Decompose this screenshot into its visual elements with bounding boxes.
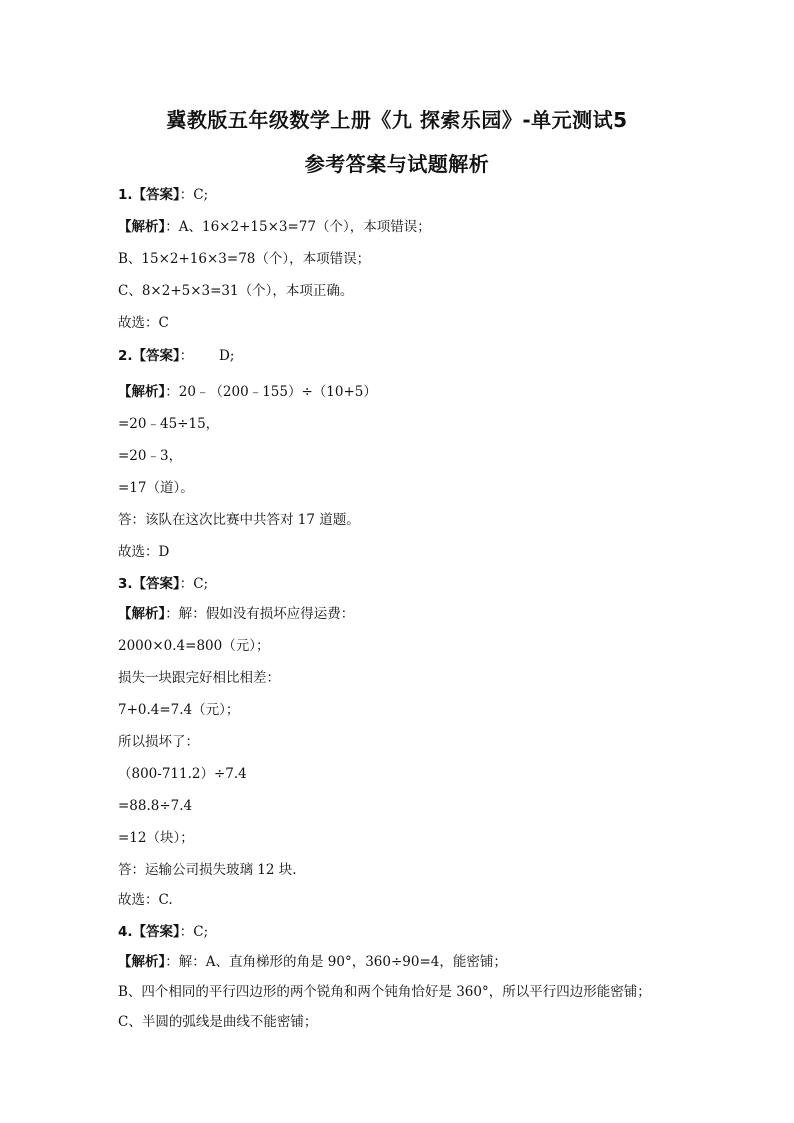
document-title: 冀教版五年级数学上册《九 探索乐园》-单元测试5 xyxy=(166,108,628,132)
question-number: 4. xyxy=(118,924,133,940)
line-text: 故选：D xyxy=(118,544,170,560)
line-text: C、8×2+5×3=31（个），本项正确。 xyxy=(118,283,354,299)
analysis-label: 【解析】 xyxy=(118,954,166,970)
line-text: =20﹣45÷15， xyxy=(118,416,220,432)
answer-line xyxy=(118,479,194,497)
answer-line xyxy=(118,669,280,687)
analysis-label: 【解析】 xyxy=(118,606,166,622)
line-text: （800-711.2）÷7.4 xyxy=(118,766,247,782)
answer-line xyxy=(118,797,192,815)
line-text: =17（道）。 xyxy=(118,480,194,496)
question-number: 1. xyxy=(118,187,133,203)
line-text: ：A、16×2+15×3=77（个），本项错误； xyxy=(165,219,431,235)
answer-line xyxy=(118,511,360,529)
line-text: B、四个相同的平行四边形的两个锐角和两个钝角恰好是 360°，所以平行四边形能密铺； xyxy=(118,984,651,1000)
question-number: 2. xyxy=(118,348,133,364)
line-text: 2000×0.4=800（元）； xyxy=(118,638,270,654)
line-text: 答：运输公司损失玻璃 12 块. xyxy=(118,862,297,878)
answer-label: 【答案】 xyxy=(132,348,180,364)
line-text: ：20﹣（200﹣155）÷（10+5） xyxy=(165,384,377,400)
answer-line xyxy=(118,575,208,593)
line-text: ： D; xyxy=(179,348,235,364)
answer-label: 【答案】 xyxy=(132,924,180,940)
line-text: ：C; xyxy=(179,187,209,203)
answer-line xyxy=(118,891,173,909)
answer-line xyxy=(118,383,377,401)
answer-line xyxy=(118,953,507,971)
answer-line xyxy=(118,605,354,623)
line-text: ：C; xyxy=(179,576,209,592)
analysis-label: 【解析】 xyxy=(118,384,166,400)
answer-line xyxy=(118,829,194,847)
document-subtitle: 参考答案与试题解析 xyxy=(304,152,490,176)
answer-label: 【答案】 xyxy=(132,576,180,592)
answer-line xyxy=(118,186,208,204)
line-text: C、半圆的弧线是曲线不能密铺； xyxy=(118,1014,318,1030)
answer-label: 【答案】 xyxy=(132,187,180,203)
answer-line xyxy=(118,250,370,268)
answer-line xyxy=(118,447,182,465)
question-number: 3. xyxy=(118,576,133,592)
answer-line xyxy=(118,923,208,941)
line-text: ：解：假如没有损坏应得运费： xyxy=(165,606,355,622)
answer-line xyxy=(118,314,169,332)
line-text: =88.8÷7.4 xyxy=(118,798,193,814)
answer-line xyxy=(118,415,219,433)
line-text: 所以损坏了： xyxy=(118,734,199,750)
analysis-label: 【解析】 xyxy=(118,219,166,235)
line-text: ：C; xyxy=(179,924,209,940)
answer-line xyxy=(118,701,239,719)
answer-line xyxy=(118,733,199,751)
answer-line xyxy=(118,637,269,655)
answer-line xyxy=(118,218,431,236)
answer-line xyxy=(118,543,169,561)
answer-line xyxy=(118,765,247,783)
line-text: 答：该队在这次比赛中共答对 17 道题。 xyxy=(118,512,360,528)
line-text: 损失一块跟完好相比相差： xyxy=(118,670,280,686)
answer-line xyxy=(118,347,234,365)
line-text: =20﹣3， xyxy=(118,448,183,464)
answer-line xyxy=(118,282,353,300)
answer-line xyxy=(118,861,297,879)
line-text: 7+0.4=7.4（元）； xyxy=(118,702,240,718)
line-text: B、15×2+16×3=78（个），本项错误； xyxy=(118,251,371,267)
answer-line xyxy=(118,1013,317,1031)
line-text: 故选：C xyxy=(118,315,169,331)
line-text: =12（块）； xyxy=(118,830,194,846)
line-text: 故选：C. xyxy=(118,892,173,908)
answer-line xyxy=(118,983,651,1001)
line-text: ：解：A、直角梯形的角是 90°，360÷90=4，能密铺； xyxy=(165,954,507,970)
